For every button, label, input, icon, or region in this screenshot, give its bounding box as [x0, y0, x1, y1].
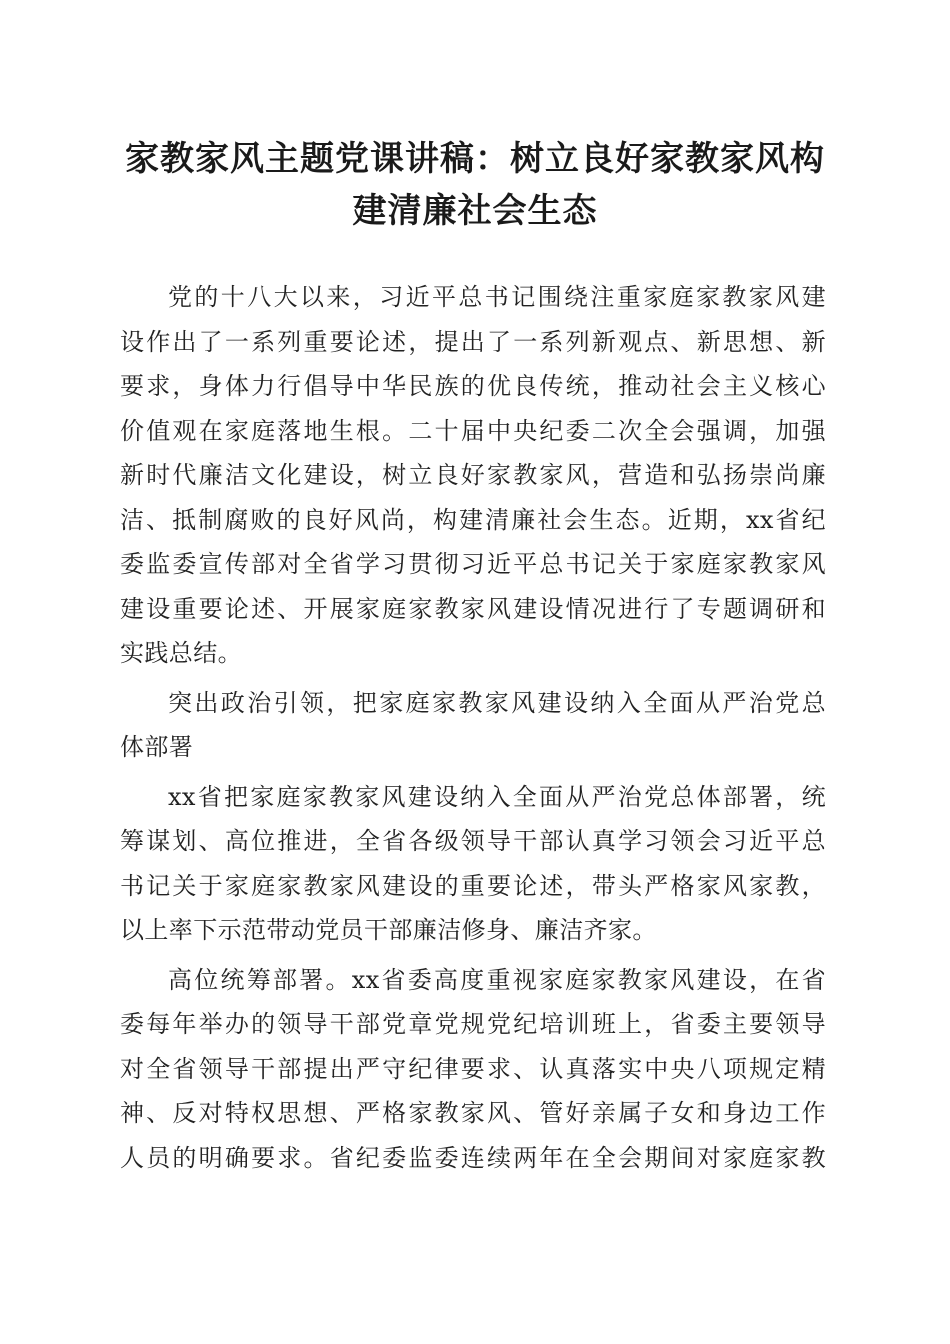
- paragraph-line: xx省把家庭家教家风建设纳入全面从严治党总体部署，统: [168, 782, 826, 811]
- paragraph-line: 突出政治引领，把家庭家教家风建设纳入全面从严治党总: [168, 688, 826, 717]
- paragraph-line: 价值观在家庭落地生根。二十届中央纪委二次全会强调，加强: [120, 416, 826, 445]
- paragraph-line: 书记关于家庭家教家风建设的重要论述，带头严格家风家教，: [120, 871, 826, 900]
- paragraph: [120, 275, 826, 676]
- paragraph-line: 对全省领导干部提出严守纪律要求、认真落实中央八项规定精: [120, 1054, 826, 1083]
- paragraph-line: 委每年举办的领导干部党章党规党纪培训班上，省委主要领导: [120, 1010, 826, 1038]
- paragraph-line: 新时代廉洁文化建设，树立良好家教家风，营造和弘扬崇尚廉: [120, 461, 826, 489]
- title-line: 建清廉社会生态: [352, 191, 598, 231]
- paragraph-line: 筹谋划、高位推进，全省各级领导干部认真学习领会习近平总: [120, 827, 826, 855]
- paragraph-line: 设作出了一系列重要论述，提出了一系列新观点、新思想、新: [120, 327, 826, 356]
- paragraph-line: 委监委宣传部对全省学习贯彻习近平总书记关于家庭家教家风: [120, 550, 826, 578]
- paragraph: [120, 958, 826, 1181]
- paragraph-line: 神、反对特权思想、严格家教家风、管好亲属子女和身边工作: [120, 1099, 826, 1127]
- paragraph: [120, 775, 826, 953]
- document-title: [110, 133, 840, 237]
- paragraph-line: 体部署: [120, 733, 194, 761]
- paragraph-line: 建设重要论述、开展家庭家教家风建设情况进行了专题调研和: [120, 594, 826, 623]
- paragraph-line: 以上率下示范带动党员干部廉洁修身、廉洁齐家。: [120, 916, 657, 944]
- paragraph-line: 党的十八大以来，习近平总书记围绕注重家庭家教家风建: [168, 283, 826, 311]
- section-heading: [120, 681, 826, 770]
- document-body: [120, 275, 826, 1185]
- paragraph-line: 实践总结。: [120, 639, 242, 667]
- paragraph-line: 高位统筹部署。xx省委高度重视家庭家教家风建设，在省: [168, 965, 826, 994]
- paragraph-line: 人员的明确要求。省纪委监委连续两年在全会期间对家庭家教: [120, 1143, 826, 1172]
- title-line: 家教家风主题党课讲稿：树立良好家教家风构: [125, 139, 825, 179]
- paragraph-line: 洁、抵制腐败的良好风尚，构建清廉社会生态。近期，xx省纪: [120, 505, 826, 534]
- paragraph-line: 要求，身体力行倡导中华民族的优良传统，推动社会主义核心: [120, 372, 826, 400]
